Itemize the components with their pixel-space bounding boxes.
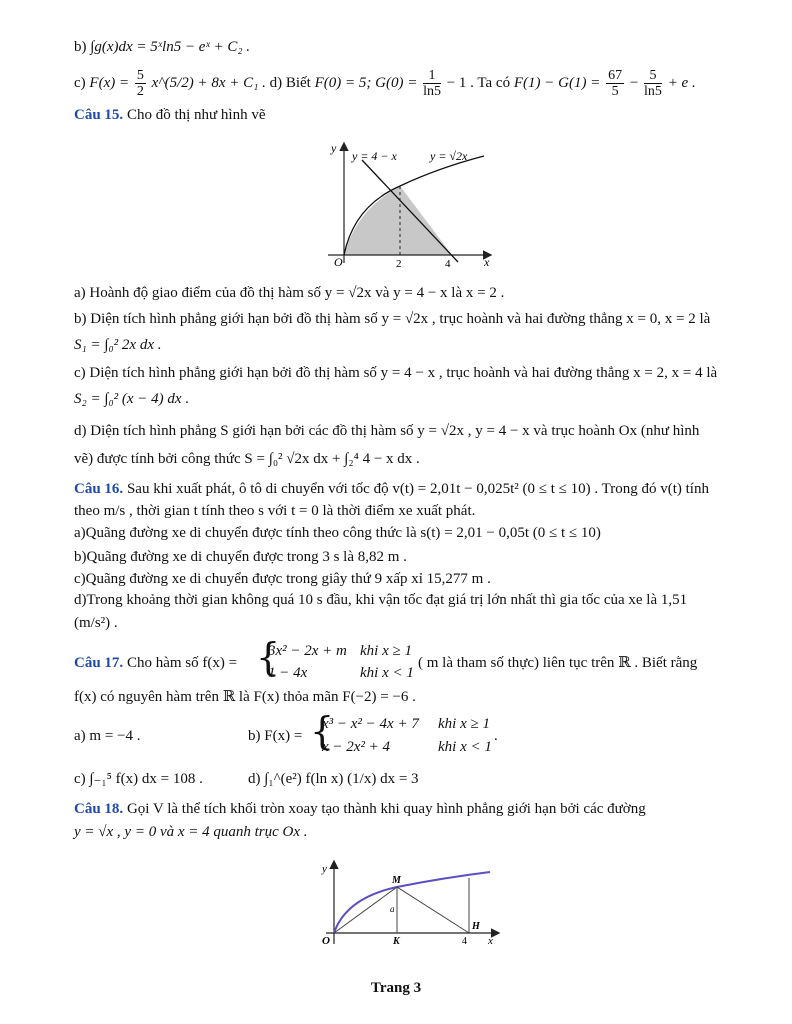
curve1-label: y = 4 − x bbox=[352, 149, 397, 163]
q17-line2: f(x) có nguyên hàm trên ℝ là F(x) thỏa mãn F(−2) = −6 . bbox=[74, 689, 416, 705]
q16-c: c)Quãng đường xe di chuyển được trong giây thứ 9 xấp xỉ 15,277 m . bbox=[74, 571, 491, 587]
q14-c-d: c) F(x) = $\frac{5}{2}$ x^(5/2) + 8x + C₁ . d) Biết F(0) = 5; G(0) = $\frac{1}{\ln 5}$ − 1 . Ta có F(1) − G(1) = $\frac{67}{5}$ − $\frac{5}{\ln 5}$ + e . bbox=[74, 68, 696, 99]
q15-c-line2: S₂ = ∫₀² (x − 4) dx . bbox=[74, 391, 190, 407]
point-H: H bbox=[472, 921, 480, 932]
origin-label: O bbox=[322, 935, 330, 947]
q14-b-formula: ∫g(x)dx = 5ˣln5 − eˣ + C₂ . bbox=[90, 39, 251, 55]
point-K: K bbox=[393, 936, 400, 947]
question-label: Câu 16. bbox=[74, 481, 124, 497]
q17-c: c) ∫₋₁⁵ f(x) dx = 108 . bbox=[74, 771, 203, 787]
q16-line1: Câu 16. Sau khi xuất phát, ô tô di chuyển với tốc độ v(t) = 2,01t − 0,025t² (0 ≤ t ≤ 10) . Trong đó v(t) tính bbox=[74, 481, 709, 497]
x-label: x bbox=[484, 255, 490, 268]
fraction: $\frac{1}{\ln 5}$ bbox=[423, 68, 441, 99]
question-label: Câu 15. bbox=[74, 107, 124, 123]
tick-2: 2 bbox=[396, 258, 402, 268]
q17-line1-start: Câu 17. Cho hàm số f(x) = bbox=[74, 655, 238, 671]
q18-line2: y = √x , y = 0 và x = 4 quanh trục Ox . bbox=[74, 824, 308, 840]
segment-OM bbox=[334, 887, 397, 933]
question-label: Câu 18. bbox=[74, 801, 124, 817]
q15-d-line1: d) Diện tích hình phẳng S giới hạn bởi các đồ thị hàm số y = √2x , y = 4 − x và trục hoành Ox (như hình bbox=[74, 423, 700, 439]
y-label: y bbox=[331, 141, 337, 155]
q18-line1: Câu 18. Gọi V là thể tích khối tròn xoay tạo thành khi quay hình phẳng giới hạn bởi các đường bbox=[74, 801, 646, 817]
q14-b: b) ∫g(x)dx = 5ˣln5 − eˣ + C₂ . bbox=[74, 39, 251, 55]
segment-MH bbox=[397, 887, 469, 933]
q17-b-end: . bbox=[494, 728, 498, 744]
q16-a: a)Quãng đường xe di chuyển được tính theo công thức là s(t) = 2,01 − 0,05t (0 ≤ t ≤ 10) bbox=[74, 525, 601, 541]
fraction: $\frac{5}{2}$ bbox=[136, 68, 144, 99]
tick-4: 4 bbox=[462, 936, 467, 947]
x-label: x bbox=[488, 935, 493, 947]
q17-a: a) m = −4 . bbox=[74, 728, 141, 744]
q17-b-case1-expr: x³ − x² − 4x + 7 bbox=[322, 716, 419, 732]
q15-d-line2: vẽ) được tính bởi công thức S = ∫₀² √2x dx + ∫₂⁴ 4 − x dx . bbox=[74, 451, 420, 467]
q17-case2-expr: 1 − 4x bbox=[268, 665, 308, 681]
q15-b-line1: b) Diện tích hình phẳng giới hạn bởi đồ thị hàm số y = √2x , trục hoành và hai đường thẳng x = 0, x = 2 là bbox=[74, 311, 711, 327]
fraction: $\frac{5}{\ln 5}$ bbox=[644, 68, 662, 99]
curve-sqrt-x bbox=[334, 872, 490, 933]
q17-b-start: b) F(x) = bbox=[248, 728, 303, 744]
q18-figure bbox=[312, 856, 508, 948]
point-M: M bbox=[392, 875, 401, 886]
q17-b-case2-expr: x − 2x² + 4 bbox=[322, 739, 391, 755]
origin-label: O bbox=[334, 255, 343, 268]
q16-b: b)Quãng đường xe di chuyển được trong 3 s là 8,82 m . bbox=[74, 549, 407, 565]
q17-prompt-end: ( m là tham số thực) liên tục trên ℝ . Biết rằng bbox=[418, 655, 698, 671]
question-label: Câu 17. bbox=[74, 655, 124, 671]
q17-b-case2-cond: khi x < 1 bbox=[438, 739, 492, 755]
q15-c-line1: c) Diện tích hình phẳng giới hạn bởi đồ thị hàm số y = 4 − x , trục hoành và hai đường thẳng x = 2, x = 4 là bbox=[74, 365, 718, 381]
brace: { bbox=[256, 635, 281, 679]
q17-case2-cond: khi x < 1 bbox=[360, 665, 414, 681]
page-footer: Trang 3 bbox=[370, 980, 422, 996]
q17-b-case1-cond: khi x ≥ 1 bbox=[438, 716, 490, 732]
tick-4: 4 bbox=[445, 258, 451, 268]
y-label: y bbox=[322, 863, 327, 875]
q16-line2: theo m/s , thời gian t tính theo s với t = 0 là thời điểm xe xuất phát. bbox=[74, 503, 476, 519]
fraction: $\frac{67}{5}$ bbox=[608, 68, 623, 99]
q15-figure bbox=[318, 138, 498, 268]
curve2-label: y = √2x bbox=[430, 149, 468, 163]
q15-heading: Câu 15. Cho đồ thị như hình vẽ bbox=[74, 107, 266, 123]
shaded-region bbox=[344, 186, 452, 255]
q17-d: d) ∫₁^(e²) f(ln x) (1/x) dx = 3 bbox=[248, 771, 419, 787]
q17-case1-cond: khi x ≥ 1 bbox=[360, 643, 412, 659]
q16-d-line2: (m/s²) . bbox=[74, 615, 118, 631]
brace: { bbox=[310, 709, 335, 753]
q16-d-line1: d)Trong khoảng thời gian không quá 10 s đầu, khi vận tốc đạt giá trị lớn nhất thì gia tốc của xe là 1,51 bbox=[74, 592, 688, 608]
q17-case1-expr: 3x² − 2x + m bbox=[268, 643, 347, 659]
q15-b-line2: S₁ = ∫₀² 2x dx . bbox=[74, 337, 162, 353]
seg-a: a bbox=[390, 904, 395, 914]
q15-a: a) Hoành độ giao điểm của đồ thị hàm số y = √2x và y = 4 − x là x = 2 . bbox=[74, 285, 505, 301]
